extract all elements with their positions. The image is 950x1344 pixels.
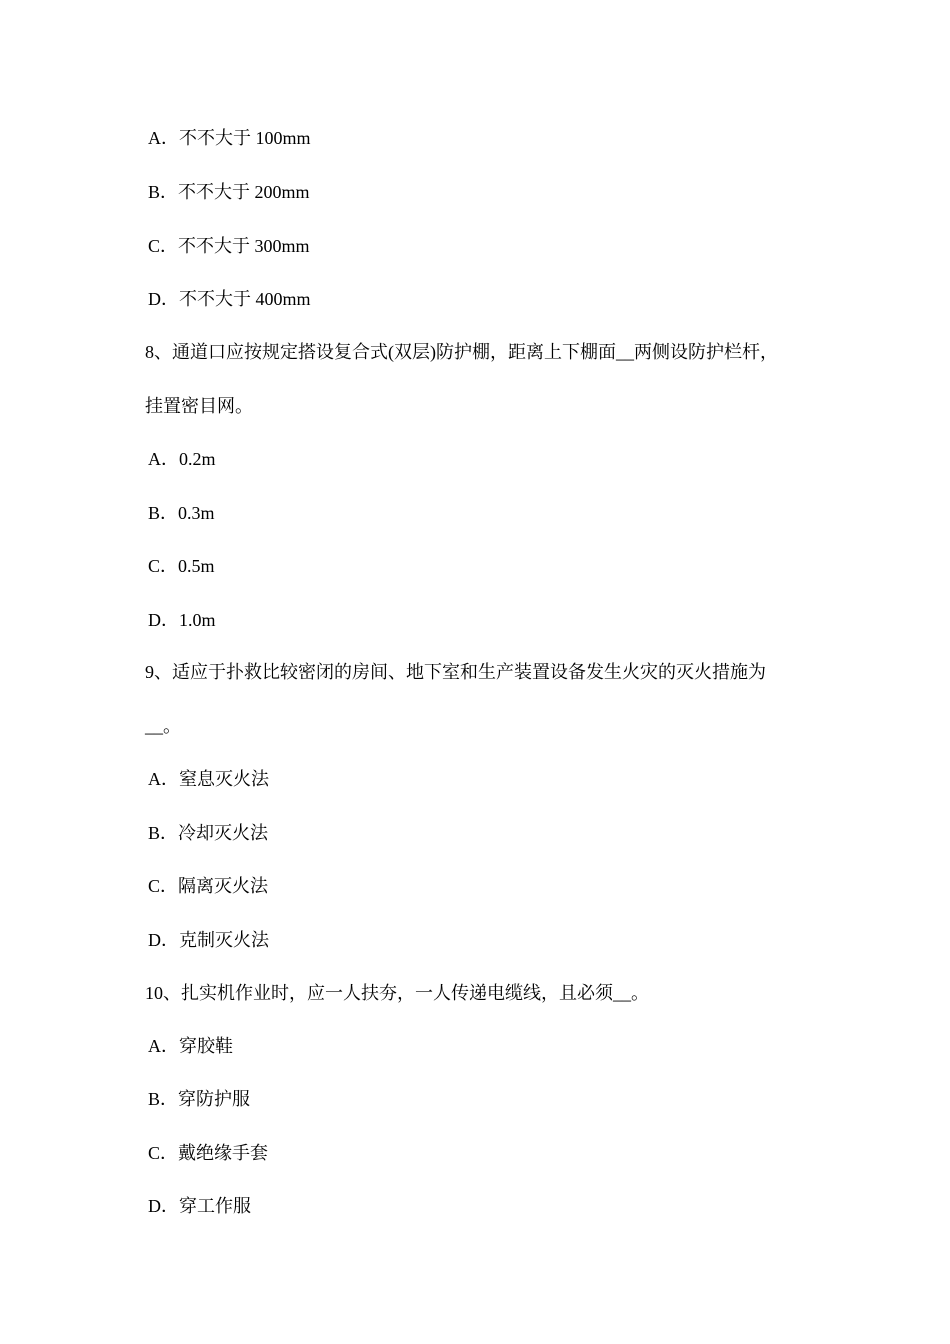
q10-option-c: C．戴绝缘手套 [148,1143,269,1163]
q10-option-a: A．穿胶鞋 [148,1036,233,1056]
q10-stem-line1: 10、扎实机作业时，应一人扶夯，一人传递电缆线，且必须__。 [145,983,649,1003]
q8-option-d: D．1.0m [148,610,216,630]
q10-option-d: D．穿工作服 [148,1196,251,1216]
q8-option-c: C．0.5m [148,556,215,576]
q8-stem-line1: 8、通道口应按规定搭设复合式(双层)防护棚，距离上下棚面__两侧设防护栏杆， [145,342,778,362]
q7-option-a: A．不不大于 100mm [148,128,311,148]
q10-option-b: B．穿防护服 [148,1089,251,1109]
q7-option-d: D．不不大于 400mm [148,289,311,309]
q9-option-b: B．冷却灭火法 [148,823,269,843]
q9-stem-line1: 9、适应于扑救比较密闭的房间、地下室和生产装置设备发生火灾的灭火措施为 [145,662,766,682]
q9-option-d: D．克制灭火法 [148,930,269,950]
q7-option-b: B．不不大于 200mm [148,182,310,202]
q9-option-a: A．窒息灭火法 [148,769,269,789]
q8-option-b: B．0.3m [148,503,215,523]
q7-option-c: C．不不大于 300mm [148,236,310,256]
q9-option-c: C．隔离灭火法 [148,876,269,896]
q8-option-a: A．0.2m [148,449,216,469]
q8-stem-line2: 挂置密目网。 [145,396,253,416]
q9-stem-line2: __。 [145,716,181,736]
